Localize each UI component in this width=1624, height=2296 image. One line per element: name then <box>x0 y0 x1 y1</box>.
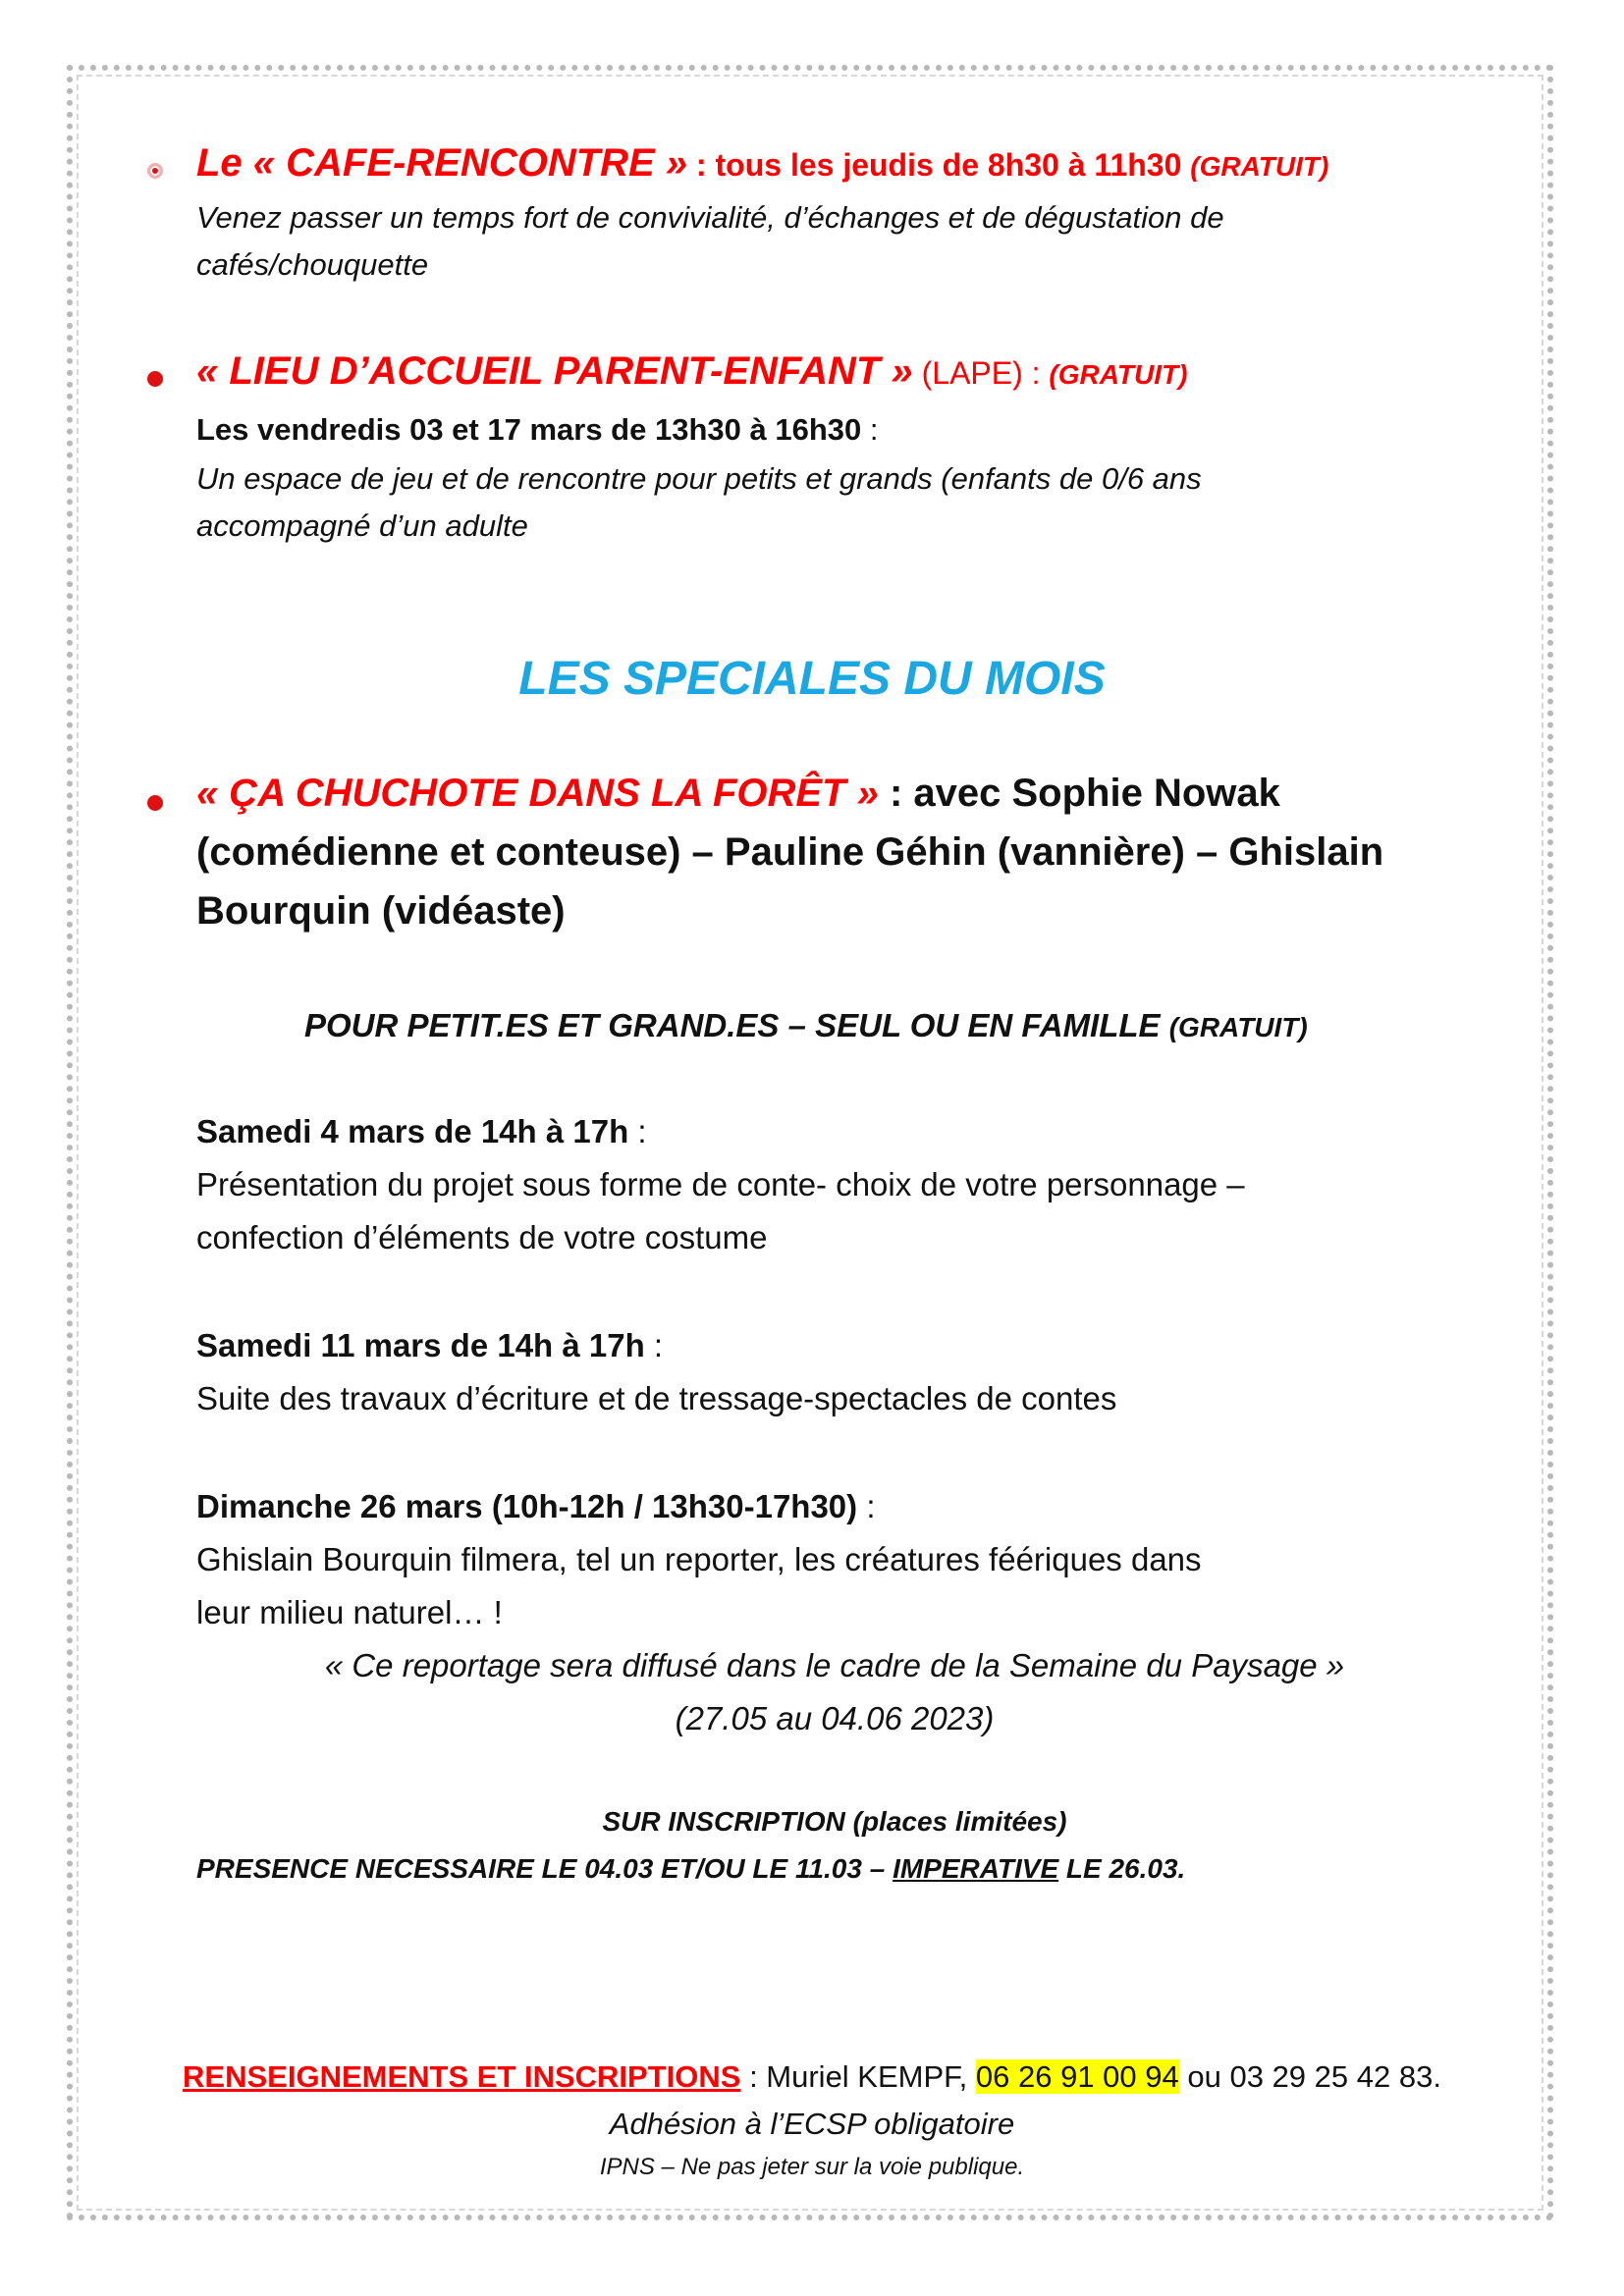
lape-schedule-line <box>196 412 878 448</box>
lape-schedule: Les vendredis 03 et 17 mars de 13h30 à 16h30 <box>196 412 862 447</box>
cafe-description-line: Venez passer un temps fort de convivialité, d’échanges et de dégustation de <box>196 200 1224 235</box>
lape-title: « LIEU D’ACCUEIL PARENT-ENFANT » <box>196 349 913 393</box>
session-description-line: Suite des travaux d’écriture et de tressage-spectacles de contes <box>196 1380 1117 1416</box>
contact-phone-1[interactable]: 06 26 91 00 94 <box>975 2059 1179 2094</box>
session-date-suffix: : <box>857 1488 876 1524</box>
session-date-suffix: : <box>628 1113 647 1149</box>
bullet-icon <box>147 371 163 387</box>
session-date <box>196 1113 647 1150</box>
cafe-schedule: : tous les jeudis de 8h30 à 11h30 <box>687 147 1191 183</box>
lape-schedule-suffix: : <box>861 412 879 447</box>
contact-label: RENSEIGNEMENTS ET INSCRIPTIONS <box>183 2059 741 2094</box>
audience-line <box>304 1007 1308 1044</box>
lape-price: (GRATUIT) <box>1049 359 1188 390</box>
bullet-icon <box>147 163 163 179</box>
presence-note <box>196 1853 1185 1885</box>
specials-heading: LES SPECIALES DU MOIS <box>518 653 1106 705</box>
cafe-price: (GRATUIT) <box>1190 151 1329 182</box>
presence-date: LE 26.03. <box>1058 1853 1186 1884</box>
presence-emphasis: IMPERATIVE <box>893 1853 1059 1884</box>
contact-phone-2[interactable]: 03 29 25 42 83. <box>1229 2059 1441 2094</box>
membership-note: Adhésion à l’ECSP obligatoire <box>609 2107 1015 2141</box>
session-date-text: Samedi 4 mars de 14h à 17h <box>196 1113 629 1149</box>
quote-line: (27.05 au 04.06 2023) <box>675 1700 995 1736</box>
session-date-suffix: : <box>644 1327 664 1363</box>
lape-heading <box>196 349 1187 394</box>
session-date <box>196 1327 663 1364</box>
contact-line <box>0 2059 1624 2095</box>
cafe-heading <box>196 141 1328 186</box>
session-description-line: Ghislain Bourquin filmera, tel un reporter, les créatures féériques dans <box>196 1541 1202 1577</box>
chuchote-guests: : avec Sophie Nowak <box>878 772 1280 815</box>
chuchote-title: « ÇA CHUCHOTE DANS LA FORÊT » <box>196 772 879 815</box>
registration-note: SUR INSCRIPTION (places limitées) <box>602 1806 1067 1837</box>
chuchote-guests-line: Bourquin (vidéaste) <box>196 889 566 933</box>
audience-text: POUR PETIT.ES ET GRAND.ES – SEUL OU EN FAMILLE <box>304 1007 1169 1043</box>
ipns-note: IPNS – Ne pas jeter sur la voie publique. <box>599 2154 1025 2180</box>
cafe-description-line: cafés/chouquette <box>196 247 429 282</box>
audience-price: (GRATUIT) <box>1168 1012 1308 1042</box>
session-date-text: Samedi 11 mars de 14h à 17h <box>196 1327 645 1363</box>
lape-description-line: Un espace de jeu et de rencontre pour petits et grands (enfants de 0/6 ans <box>196 461 1202 496</box>
bullet-icon <box>147 795 163 811</box>
lape-description-line: accompagné d’un adulte <box>196 508 528 543</box>
quote-line: « Ce reportage sera diffusé dans le cadre de la Semaine du Paysage » <box>324 1647 1345 1683</box>
contact-separator: ou <box>1178 2059 1230 2094</box>
session-date <box>196 1488 876 1525</box>
lape-abbr: (LAPE) : <box>912 355 1050 391</box>
session-date-text: Dimanche 26 mars (10h-12h / 13h30-17h30) <box>196 1488 858 1524</box>
contact-name: : Muriel KEMPF, <box>740 2059 976 2094</box>
session-description-line: leur milieu naturel… ! <box>196 1594 503 1630</box>
cafe-title: Le « CAFE-RENCONTRE » <box>196 141 688 185</box>
presence-text: PRESENCE NECESSAIRE LE 04.03 ET/OU LE 11.03 – <box>196 1853 893 1884</box>
chuchote-guests-line: (comédienne et conteuse) – Pauline Géhin (vannière) – Ghislain <box>196 830 1384 874</box>
chuchote-heading <box>196 772 1280 816</box>
session-description-line: Présentation du projet sous forme de conte- choix de votre personnage – <box>196 1166 1245 1202</box>
session-description-line: confection d’éléments de votre costume <box>196 1219 768 1255</box>
